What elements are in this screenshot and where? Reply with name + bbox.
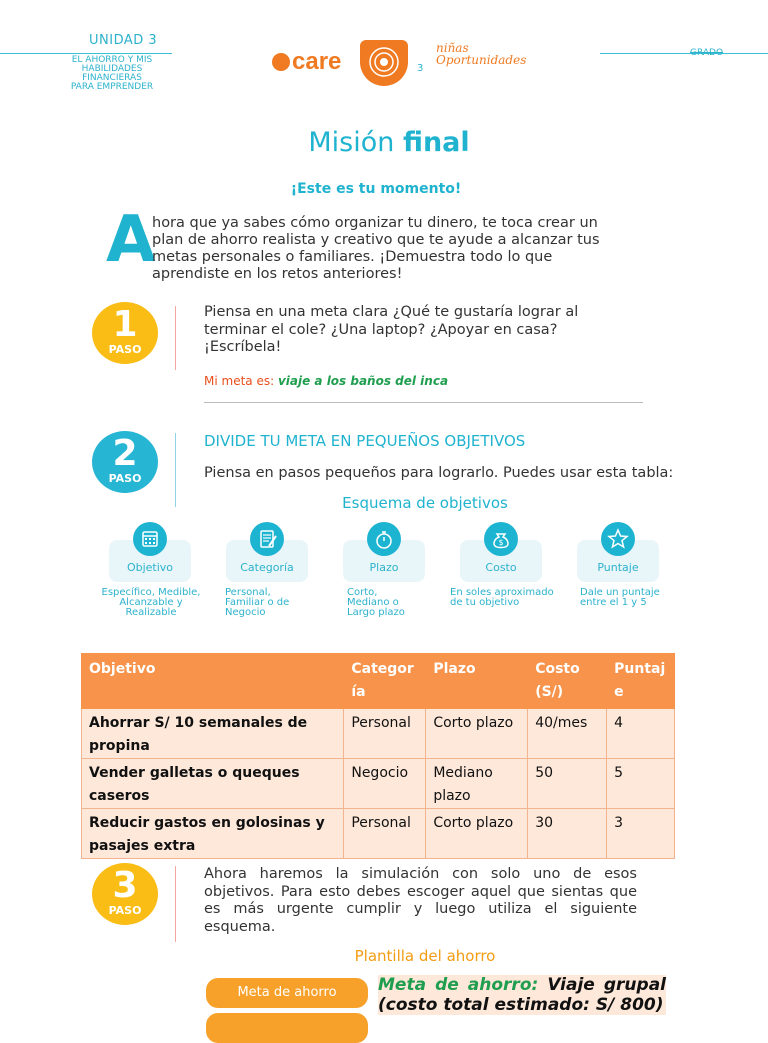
- savings-goal-text: Meta de ahorro: Viaje grupal (costo total estimado: S/ 800): [378, 975, 666, 1015]
- step3-text: Ahora haremos la simulación con solo uno de esos objetivos. Para esto debes escoger aquel que sientas que es más urgente cumplir y luego utiliza el siguiente esquema.: [204, 866, 637, 935]
- step2-badge: 2 PASO: [92, 431, 158, 493]
- table-header: Objetivo: [82, 654, 344, 709]
- table-cell: Vender galletas o queques caseros: [82, 759, 344, 809]
- table-header: Puntaje: [607, 654, 675, 709]
- step1-divider: [175, 306, 176, 370]
- table-cell: Personal: [344, 809, 426, 859]
- table-cell: Negocio: [344, 759, 426, 809]
- scheme-desc-plazo: Corto, Mediano o Largo plazo: [347, 587, 405, 618]
- scheme-card-categoria: Categoría: [226, 540, 308, 582]
- table-cell: 40/mes: [528, 709, 607, 759]
- table-row: [82, 759, 675, 809]
- scheme-desc-puntaje: Dale un puntaje entre el 1 y 5: [580, 587, 660, 608]
- table-cell: Corto plazo: [426, 809, 528, 859]
- scheme-title: Esquema de objetivos: [342, 494, 508, 512]
- step1-goal: Mi meta es: viaje a los baños del inca: [204, 374, 449, 388]
- scheme-card-plazo: Plazo: [343, 540, 425, 582]
- program-number: 3: [417, 63, 424, 74]
- unit-label: UNIDAD 3: [89, 33, 158, 48]
- savings-goal-pill: Meta de ahorro: [206, 978, 368, 1008]
- unit-subtitle: EL AHORRO Y MIS HABILIDADES FINANCIERAS PARA EMPRENDER: [70, 55, 154, 92]
- step1-badge: 1 PASO: [92, 302, 158, 364]
- document-icon: [250, 522, 284, 556]
- table-header: Categoría: [344, 654, 426, 709]
- objectives-table: [81, 653, 675, 859]
- scheme-desc-costo: En soles aproximado de tu objetivo: [450, 587, 554, 608]
- table-cell: 50: [528, 759, 607, 809]
- program-logo: niñas Oportunidades: [436, 41, 527, 67]
- step3-badge: 3 PASO: [92, 863, 158, 925]
- table-cell: Ahorrar S/ 10 semanales de propina: [82, 709, 344, 759]
- money-bag-icon: [484, 522, 518, 556]
- table-header: Plazo: [426, 654, 528, 709]
- table-cell: Mediano plazo: [426, 759, 528, 809]
- step3-divider: [175, 866, 176, 942]
- table-header: Costo (S/): [528, 654, 607, 709]
- table-cell: Personal: [344, 709, 426, 759]
- table-row: [82, 709, 675, 759]
- table-cell: 4: [607, 709, 675, 759]
- care-logo: care: [292, 48, 342, 75]
- intro-text: hora que ya sabes cómo organizar tu dinero, te toca crear un plan de ahorro realista y creativo que te ayude a alcanzar tus metas personales o familiares. ¡Demuestra todo lo que aprendiste en los retos anteriores!: [152, 215, 600, 282]
- scheme-card-puntaje: Puntaje: [577, 540, 659, 582]
- program-shield-icon: [360, 40, 408, 86]
- header-line-left: [0, 53, 172, 54]
- grade-label: GRADO: [690, 48, 724, 58]
- step2-text: Piensa en pasos pequeños para lograrlo. Puedes usar esta tabla:: [204, 465, 674, 481]
- step1-text: Piensa en una meta clara ¿Qué te gustaría lograr al terminar el cole? ¿Una laptop? ¿Apoyar en casa? ¡Escríbela!: [204, 304, 579, 355]
- care-logo-icon: [272, 53, 290, 71]
- template-pill-2: [206, 1013, 368, 1043]
- scheme-card-costo: Costo: [460, 540, 542, 582]
- step1-answer-line: [204, 402, 643, 403]
- table-cell: 3: [607, 809, 675, 859]
- page-subtitle: ¡Este es tu momento!: [290, 181, 462, 197]
- header-line-right: [600, 53, 768, 54]
- svg-text:$: $: [498, 538, 504, 547]
- scheme-card-objetivo: Objetivo: [109, 540, 191, 582]
- scheme-desc-categoria: Personal, Familiar o de Negocio: [225, 587, 290, 618]
- calendar-icon: [133, 522, 167, 556]
- step2-heading: DIVIDE TU META EN PEQUEÑOS OBJETIVOS: [204, 432, 526, 450]
- table-row: [82, 809, 675, 859]
- table-cell: 5: [607, 759, 675, 809]
- stopwatch-icon: [367, 522, 401, 556]
- drop-cap: A: [106, 203, 156, 277]
- table-cell: Reducir gastos en golosinas y pasajes extra: [82, 809, 344, 859]
- page-title: Misión final: [308, 127, 470, 158]
- template-title: Plantilla del ahorro: [354, 947, 496, 965]
- scheme-desc-objetivo: Específico, Medible, Alcanzable y Realizable: [101, 587, 201, 618]
- table-header-row: [82, 654, 675, 709]
- star-icon: [601, 522, 635, 556]
- table-cell: Corto plazo: [426, 709, 528, 759]
- table-cell: 30: [528, 809, 607, 859]
